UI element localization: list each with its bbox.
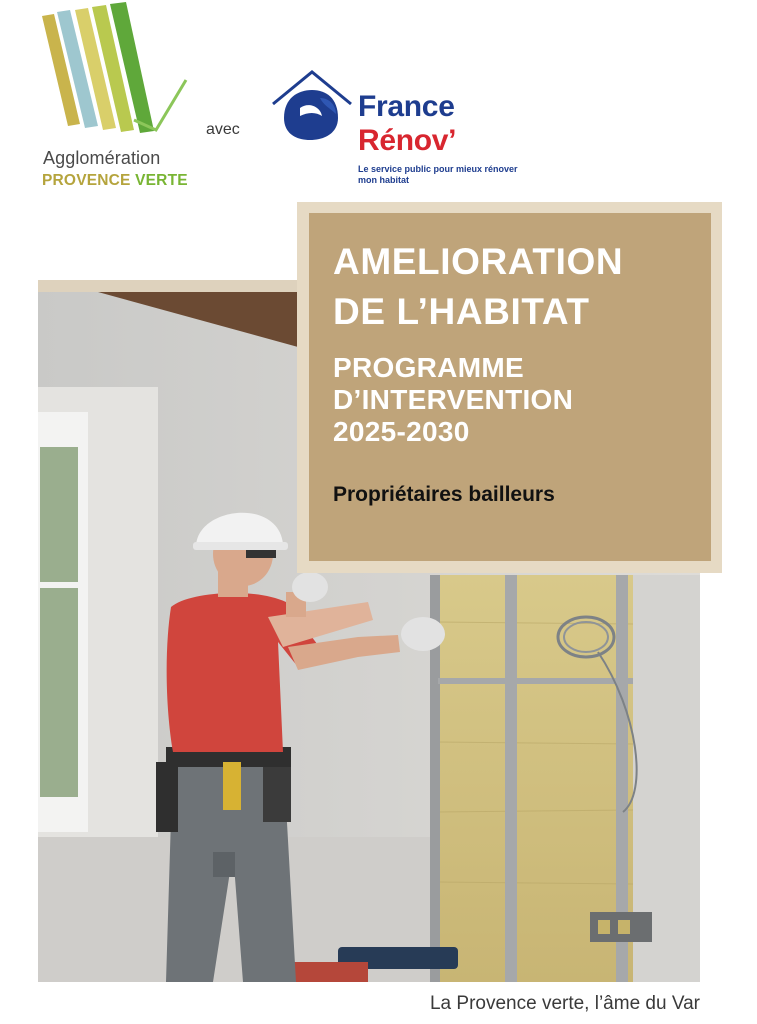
agglomeration-provence-verte-logo — [38, 2, 228, 192]
main-title — [333, 237, 623, 337]
france-renov-title-renov: Rénov’ — [358, 124, 457, 157]
france-renov-logo — [270, 68, 520, 193]
programme-subtitle — [333, 352, 573, 448]
programme-subtitle-line2: D’INTERVENTION — [333, 384, 574, 415]
agglomeration-subtitle — [42, 172, 188, 190]
audience-label: Propriétaires bailleurs — [333, 483, 555, 506]
agglomeration-name: Agglomération — [43, 148, 161, 168]
france-renov-tagline: Le service public pour mieux rénover mon habitat — [358, 164, 518, 185]
avec-label: avec — [206, 121, 240, 138]
agglomeration-stripes-icon — [42, 2, 192, 137]
agglomeration-subtitle-verte: VERTE — [135, 172, 188, 189]
agglomeration-subtitle-provence: PROVENCE — [42, 172, 131, 189]
footer-slogan: La Provence verte, l’âme du Var — [429, 993, 700, 1014]
programme-subtitle-line3: 2025-2030 — [333, 416, 470, 447]
programme-subtitle-line1: PROGRAMME — [333, 352, 524, 383]
main-title-line1: AMELIORATION — [333, 241, 624, 282]
title-panel — [309, 213, 711, 561]
house-mask-icon — [270, 68, 354, 148]
france-renov-title-france: France — [358, 90, 455, 123]
main-title-line2: DE L’HABITAT — [333, 291, 590, 332]
